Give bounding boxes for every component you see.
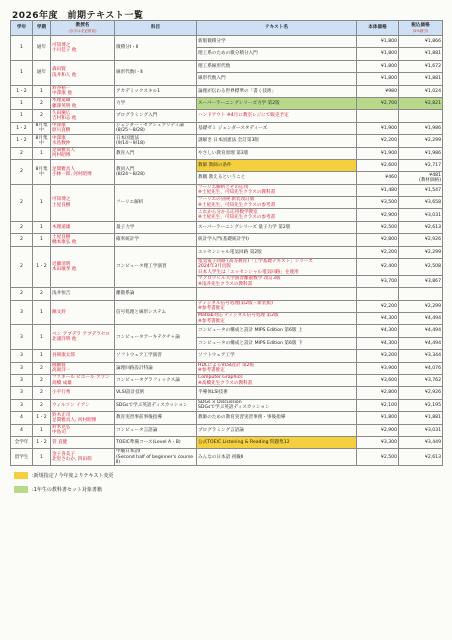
row-year: 3 bbox=[11, 375, 33, 387]
row-price bbox=[357, 288, 399, 300]
table-row bbox=[11, 300, 443, 312]
table-row bbox=[11, 85, 443, 97]
row-member-price: ¥1,881 bbox=[399, 48, 443, 60]
table-row bbox=[11, 184, 443, 196]
table-row bbox=[11, 122, 443, 134]
row-member-price: ¥1,547 bbox=[399, 184, 443, 196]
row-subject: 信号処理と線形システム bbox=[115, 300, 197, 325]
row-price: ¥1,800 bbox=[357, 48, 399, 60]
row-year: 1 bbox=[11, 97, 33, 109]
row-teacher: 森田賢 浅井和人 他 bbox=[51, 60, 115, 85]
row-price: ¥3,500 bbox=[357, 197, 399, 209]
table-row bbox=[11, 234, 443, 246]
row-year: 3 bbox=[11, 362, 33, 374]
row-text-name: Matlab対応 ディジタル信号処理 第2版 ※参考書推定 bbox=[197, 313, 357, 325]
row-member-price: ¥2,299 bbox=[399, 300, 443, 312]
row-subject: フーリエ解析 bbox=[115, 184, 197, 221]
row-year: 2 bbox=[11, 147, 33, 159]
row-price: ¥2,800 bbox=[357, 387, 399, 399]
row-subject: 力学 bbox=[115, 97, 197, 109]
row-text-name: コンピュータの構成と設計 MIPS Edition 第6版 上 bbox=[197, 325, 357, 337]
table-row bbox=[11, 436, 443, 448]
row-member-price bbox=[399, 110, 443, 122]
row-term: 1・2 bbox=[33, 412, 51, 424]
row-text-name: みんなの日本語 初級Ⅱ bbox=[197, 449, 357, 466]
row-member-price: ¥2,299 bbox=[399, 246, 443, 258]
legend-label: :1年生の教科書セット対象書籍 bbox=[32, 487, 102, 494]
row-subject: 教員入門 (8/24〜8/28) bbox=[115, 159, 197, 184]
row-teacher: 中澤康 水島数仲 bbox=[51, 135, 115, 147]
row-price: ¥2,600 bbox=[357, 159, 399, 171]
legend-swatch bbox=[14, 472, 28, 479]
row-term: 1 bbox=[33, 300, 51, 325]
row-teacher: 足間雅具人 小林一郎, 河村昭博 bbox=[51, 159, 115, 184]
table-row bbox=[11, 135, 443, 147]
row-member-price: ¥3,762 bbox=[399, 375, 443, 387]
row-text-name: 基礎ゼミ ジェンダースタディーズ bbox=[197, 122, 357, 134]
row-teacher: ウィルソン イアン bbox=[51, 399, 115, 411]
row-text-name: 公式TOEIC Listening & Reading 問題集12 bbox=[197, 436, 357, 448]
row-member-price: ¥1,986 bbox=[399, 147, 443, 159]
row-member-price: ¥2,195 bbox=[399, 399, 443, 411]
row-text-name: 教師のための教育実習実習事務・事後指導 bbox=[197, 412, 357, 424]
row-year: 2 bbox=[11, 234, 33, 246]
row-text-name: 統計学入門(基礎統計学Ⅰ) bbox=[197, 234, 357, 246]
row-subject: SDGsで学ぶ英語ディスカッション bbox=[115, 399, 197, 411]
row-member-price: ¥2,299 bbox=[399, 135, 443, 147]
row-text-name bbox=[197, 288, 357, 300]
row-member-price: ¥2,508 bbox=[399, 259, 443, 276]
row-price: ¥4,300 bbox=[357, 337, 399, 349]
row-year: 3 bbox=[11, 387, 33, 399]
row-price: ¥2,900 bbox=[357, 424, 399, 436]
row-text-name: スーパーラーニングシリーズ力学 第2版 bbox=[197, 97, 357, 109]
row-price: ¥1,900 bbox=[357, 147, 399, 159]
row-term: 8月集中 bbox=[33, 159, 51, 184]
row-subject: コンピュータグラフィックス論 bbox=[115, 375, 197, 387]
row-text-name: ソフトウェア工学 bbox=[197, 350, 357, 362]
row-text-name: エッセンシャル電気回路 第2版 bbox=[197, 246, 357, 258]
legend-swatch bbox=[14, 486, 28, 493]
row-year: 4 bbox=[11, 424, 33, 436]
row-year: 2 bbox=[11, 246, 33, 288]
row-member-price: ¥2,926 bbox=[399, 234, 443, 246]
header-term: 学期 bbox=[33, 21, 51, 36]
row-text-name: フーリエの冒険 新装改訂版 ※土屋先生、可知先生クラスの参考書 bbox=[197, 197, 357, 209]
row-text-name: 論理が伝わる世界標準の「書く技術」 bbox=[197, 85, 357, 97]
row-year: 3 bbox=[11, 300, 33, 325]
row-text-name: ハンドアウト ※4月に教室レジにて販売予定 bbox=[197, 110, 357, 122]
row-member-price: ¥1,881 bbox=[399, 73, 443, 85]
row-subject: 日本国憲法 (9/14〜9/18) bbox=[115, 135, 197, 147]
page-title: 2026年度 前期テキスト一覧 bbox=[12, 11, 144, 21]
row-subject: 教育実習事前事後指導 bbox=[115, 412, 197, 424]
row-text-name: 電気電子回路 (高等教育)「工学基礎テキスト」シリーズ 2024年3月出版 日本人学生は「エッセンシャル電気回路」を使用 bbox=[197, 259, 357, 276]
row-teacher: ペン アブデラ アブデラセロ 北浦洋明 他 bbox=[51, 325, 115, 350]
header-text: テキスト名 bbox=[197, 21, 357, 36]
table-row bbox=[11, 60, 443, 72]
row-price: ¥2,200 bbox=[357, 246, 399, 258]
row-member-price: ¥3,344 bbox=[399, 350, 443, 362]
row-teacher: 土屋良樹 樋本康弘 他 bbox=[51, 234, 115, 246]
row-teacher: 鈴谷裕一 中澤康 他 bbox=[51, 85, 115, 97]
row-teacher: 可知博之 土屋良樹 bbox=[51, 184, 115, 221]
table-header-row bbox=[11, 21, 443, 36]
row-text-name: HDLによるVLSI設計 第2版 ※参考書推定 bbox=[197, 362, 357, 374]
row-year: 2 bbox=[11, 221, 33, 233]
row-member-price: ¥3,031 bbox=[399, 424, 443, 436]
row-year: 1・2 bbox=[11, 135, 33, 147]
row-price: ¥2,200 bbox=[357, 300, 399, 312]
row-year: 留学生 bbox=[11, 449, 33, 466]
row-teacher: 木理道雄 藤澤英明 他 bbox=[51, 97, 115, 109]
row-member-price: ¥2,926 bbox=[399, 387, 443, 399]
row-teacher: 鈴木正司 足間雅具人, 河村昭博 bbox=[51, 412, 115, 424]
row-price: ¥2,200 bbox=[357, 135, 399, 147]
row-term: 1 bbox=[33, 184, 51, 221]
row-price: ¥1,800 bbox=[357, 36, 399, 48]
row-text-name: 教職 教えるということ bbox=[197, 172, 357, 184]
row-member-price: ¥1,024 bbox=[399, 85, 443, 97]
row-subject: 中級日本語Ⅰ (Second half of beginner's course Ⅱ) bbox=[115, 449, 197, 466]
row-text-name: 理工系線形代数 bbox=[197, 60, 357, 72]
header-subject: 科目 bbox=[115, 21, 197, 36]
row-member-price: ¥3,867 bbox=[399, 275, 443, 287]
row-teacher: 中澤康 原川直樹 bbox=[51, 122, 115, 134]
table-row bbox=[11, 288, 443, 300]
row-subject: コンピュータアーキテクチャ論 bbox=[115, 325, 197, 350]
legend-label: :新規指定 / 今年度よりテキスト変更 bbox=[32, 473, 114, 480]
table-row bbox=[11, 350, 443, 362]
row-member-price: ¥1,986 bbox=[399, 122, 443, 134]
table-row bbox=[11, 97, 443, 109]
row-year: 1 bbox=[11, 60, 33, 85]
row-term: 1 bbox=[33, 424, 51, 436]
row-member-price: ¥2,821 bbox=[399, 97, 443, 109]
table-row bbox=[11, 221, 443, 233]
row-member-price: ¥481 (教材価格) bbox=[399, 172, 443, 184]
table-row bbox=[11, 412, 443, 424]
row-subject: 教育入門 bbox=[115, 147, 197, 159]
row-year: 3 bbox=[11, 325, 33, 350]
row-year: 1 bbox=[11, 36, 33, 61]
table-row bbox=[11, 36, 443, 48]
row-teacher: 小平行秀 bbox=[51, 387, 115, 399]
row-year: 2 bbox=[11, 288, 33, 300]
row-text-name: フーリエ解析とその応用 ※土屋先生、可知先生クラスの教科書 bbox=[197, 184, 357, 196]
row-year: 2 bbox=[11, 184, 33, 221]
row-member-price: ¥3,449 bbox=[399, 436, 443, 448]
legend-item bbox=[14, 486, 102, 493]
row-price: ¥1,480 bbox=[357, 184, 399, 196]
row-teacher: 可知博之 小川佳子 他 bbox=[51, 36, 115, 61]
table-row bbox=[11, 449, 443, 466]
row-subject: 微積分Ⅰ・Ⅱ bbox=[115, 36, 197, 61]
row-text-name: 線形代数入門 bbox=[197, 73, 357, 85]
table-row bbox=[11, 325, 443, 337]
row-term: 2 bbox=[33, 375, 51, 387]
row-subject: TOEIC準備コース(Level A・B) bbox=[115, 436, 197, 448]
legend-item bbox=[14, 472, 113, 479]
row-price: ¥4,300 bbox=[357, 325, 399, 337]
header-year: 学年 bbox=[11, 21, 33, 36]
row-price: ¥2,400 bbox=[357, 259, 399, 276]
table-row bbox=[11, 424, 443, 436]
row-teacher: 陳文鈴 bbox=[51, 300, 115, 325]
row-text-name: 理工系のための微分積分入門 bbox=[197, 48, 357, 60]
row-text-name: マグロウヒル大学演習離散数学 改訂3版 ※浅井先生クラスの教科書 bbox=[197, 275, 357, 287]
row-price: ¥2,100 bbox=[357, 399, 399, 411]
row-price: ¥2,700 bbox=[357, 97, 399, 109]
row-term: 2 bbox=[33, 97, 51, 109]
row-price: ¥1,800 bbox=[357, 412, 399, 424]
row-term: 1・2 bbox=[33, 246, 51, 288]
table-row bbox=[11, 399, 443, 411]
row-subject: ソフトウェア工学演習 bbox=[115, 350, 197, 362]
row-member-price: ¥2,717 bbox=[399, 159, 443, 171]
row-teacher: 金子喜美子 北里さわか, 四田萌 bbox=[51, 449, 115, 466]
row-subject: VLSI設計技術 bbox=[115, 387, 197, 399]
row-subject: アカデミックスキル1 bbox=[115, 85, 197, 97]
row-teacher: 菅 直健 bbox=[51, 436, 115, 448]
row-price: ¥3,200 bbox=[357, 350, 399, 362]
row-price: ¥1,800 bbox=[357, 60, 399, 72]
row-year: 4 bbox=[11, 412, 33, 424]
table-row bbox=[11, 362, 443, 374]
row-year: 1・2 bbox=[11, 122, 33, 134]
table-row bbox=[11, 159, 443, 171]
row-text-name: ディジタル信号処理(第2版・新装版) ※参考書推定 bbox=[197, 300, 357, 312]
row-subject: 論理回路設計特論 bbox=[115, 362, 197, 374]
row-subject: 量子力学 bbox=[115, 221, 197, 233]
row-term: 通年 bbox=[33, 60, 51, 85]
row-term: 2 bbox=[33, 110, 51, 122]
row-teacher: 久田慶広 吉村和志 他 bbox=[51, 110, 115, 122]
row-subject: 線形代数Ⅰ・Ⅱ bbox=[115, 60, 197, 85]
row-price: ¥3,900 bbox=[357, 362, 399, 374]
row-term: 8月集中 bbox=[33, 122, 51, 134]
row-member-price: ¥4,494 bbox=[399, 313, 443, 325]
row-member-price: ¥4,494 bbox=[399, 337, 443, 349]
row-term: 1・2 bbox=[33, 436, 51, 448]
row-price: ¥2,500 bbox=[357, 221, 399, 233]
row-member-price: ¥3,658 bbox=[399, 197, 443, 209]
row-text-name: 謎解き 日本国憲法 全訂第3版 bbox=[197, 135, 357, 147]
row-price: ¥3,600 bbox=[357, 375, 399, 387]
row-term: 2 bbox=[33, 399, 51, 411]
row-text-name: 半導体LSI技術 bbox=[197, 387, 357, 399]
row-member-price: ¥3,031 bbox=[399, 209, 443, 221]
row-member-price: ¥1,881 bbox=[399, 412, 443, 424]
row-year: 2 bbox=[11, 159, 33, 184]
row-price: ¥2,500 bbox=[357, 449, 399, 466]
row-price: ¥2,900 bbox=[357, 209, 399, 221]
row-price: ¥460 bbox=[357, 172, 399, 184]
row-price bbox=[357, 110, 399, 122]
row-term: 8月集中 bbox=[33, 135, 51, 147]
table-row bbox=[11, 110, 443, 122]
row-member-price: ¥2,613 bbox=[399, 221, 443, 233]
row-price: ¥3,300 bbox=[357, 436, 399, 448]
row-teacher: 足間雅具人 河村昭博 bbox=[51, 147, 115, 159]
table-row bbox=[11, 147, 443, 159]
row-member-price bbox=[399, 288, 443, 300]
row-price: ¥2,800 bbox=[357, 234, 399, 246]
row-subject: 離散系論 bbox=[115, 288, 197, 300]
row-year: 1・2 bbox=[11, 85, 33, 97]
row-subject: コンピュータ理工学演習 bbox=[115, 246, 197, 288]
row-member-price: ¥2,613 bbox=[399, 449, 443, 466]
row-term: 1 bbox=[33, 449, 51, 466]
table-row bbox=[11, 387, 443, 399]
row-teacher: 浅井恒吉 bbox=[51, 288, 115, 300]
row-teacher: ファネール ピエール アラン 高橋 成雄 bbox=[51, 375, 115, 387]
row-subject: プログラミング入門 bbox=[115, 110, 197, 122]
header-member-price: 税込価格 (5%割引) bbox=[399, 21, 443, 36]
row-teacher: 近藤清明 本田敏孝 他 bbox=[51, 246, 115, 288]
row-member-price: ¥1,672 bbox=[399, 60, 443, 72]
row-term: 2 bbox=[33, 288, 51, 300]
row-term: 通年 bbox=[33, 36, 51, 61]
row-text-name: 教師 教師の条件 bbox=[197, 159, 357, 171]
row-text-name: Computer Graphics ※高橋先生クラスの教科書 bbox=[197, 375, 357, 387]
row-teacher: 木理道雄 bbox=[51, 221, 115, 233]
row-teacher: 鈴木克弘 中島司 bbox=[51, 424, 115, 436]
row-term: 1 bbox=[33, 147, 51, 159]
row-year: 3 bbox=[11, 350, 33, 362]
row-year: 3 bbox=[11, 399, 33, 411]
header-price: 本体価格 bbox=[357, 21, 399, 36]
row-term: 1 bbox=[33, 221, 51, 233]
row-member-price: ¥4,076 bbox=[399, 362, 443, 374]
row-term: 1 bbox=[33, 350, 51, 362]
row-subject: コンピュータ言語論 bbox=[115, 424, 197, 436]
row-price: ¥4,300 bbox=[357, 313, 399, 325]
table-row bbox=[11, 375, 443, 387]
table-row bbox=[11, 246, 443, 258]
row-member-price: ¥1,866 bbox=[399, 36, 443, 48]
row-teacher: 國藤賢 高岡洋一 bbox=[51, 362, 115, 374]
row-price: ¥1,800 bbox=[357, 73, 399, 85]
row-year: 1 bbox=[11, 110, 33, 122]
row-text-name: これから分かる応用数学教室 ※土屋先生、可知先生クラスの参考書 bbox=[197, 209, 357, 221]
row-member-price: ¥4,494 bbox=[399, 325, 443, 337]
row-subject: 確率統計学 bbox=[115, 234, 197, 246]
row-term: 1 bbox=[33, 234, 51, 246]
header-teacher: 教授名 (赤字は変更教員) bbox=[51, 21, 115, 36]
row-text-name: プログラミング言語論 bbox=[197, 424, 357, 436]
row-year: 全学年 bbox=[11, 436, 33, 448]
row-teacher: 谷岡康太郎 bbox=[51, 350, 115, 362]
row-text-name: SDGs × Discussion SDGsで学ぶ英語ディスカッション bbox=[197, 399, 357, 411]
row-term: 1 bbox=[33, 85, 51, 97]
row-text-name: やさしい教育原理 第3版 bbox=[197, 147, 357, 159]
row-term: 2 bbox=[33, 362, 51, 374]
row-text-name: スーパーラーニングシリーズ 量子力学 第2版 bbox=[197, 221, 357, 233]
row-price: ¥1,900 bbox=[357, 122, 399, 134]
row-price: ¥3,700 bbox=[357, 275, 399, 287]
row-text-name: コンピュータの構成と設計 MIPS Edition 第6版 下 bbox=[197, 337, 357, 349]
row-term: 1 bbox=[33, 325, 51, 350]
textbook-table bbox=[10, 20, 443, 466]
row-price: ¥980 bbox=[357, 85, 399, 97]
row-term: 2 bbox=[33, 387, 51, 399]
row-subject: ジェンダー・セクシュアリティ論 (8/25〜8/28) bbox=[115, 122, 197, 134]
row-text-name: 新版微積分学 bbox=[197, 36, 357, 48]
